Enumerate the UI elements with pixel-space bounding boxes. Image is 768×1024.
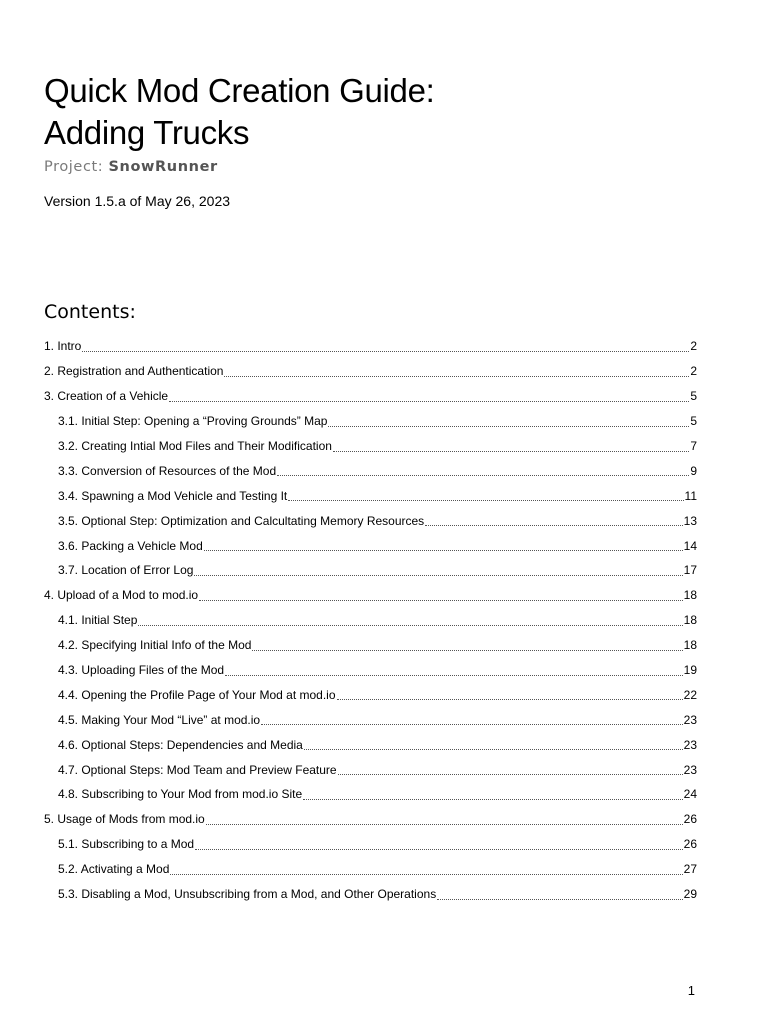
toc-dot-leader bbox=[194, 561, 682, 576]
toc-entry[interactable] bbox=[44, 633, 697, 658]
toc-dot-leader bbox=[82, 337, 689, 352]
toc-entry-label: 3.7. Location of Error Log bbox=[58, 563, 194, 578]
toc-dot-leader bbox=[225, 661, 683, 676]
toc-dot-leader bbox=[261, 710, 683, 725]
project-label: Project: bbox=[44, 159, 104, 175]
toc-entry[interactable] bbox=[44, 608, 697, 633]
toc-entry-label: 4.5. Making Your Mod “Live” at mod.io bbox=[58, 712, 261, 727]
toc-dot-leader bbox=[277, 461, 689, 476]
toc-entry[interactable] bbox=[44, 558, 697, 583]
toc-dot-leader bbox=[199, 586, 683, 601]
toc-entry-page: 11 bbox=[684, 488, 697, 503]
toc-entry-label: 3.3. Conversion of Resources of the Mod bbox=[58, 463, 277, 478]
project-line bbox=[44, 159, 218, 175]
toc-dot-leader bbox=[337, 685, 683, 700]
toc-entry[interactable] bbox=[44, 334, 697, 359]
document-title-line-1: Quick Mod Creation Guide: bbox=[44, 72, 435, 109]
toc-entry-page: 23 bbox=[683, 712, 697, 727]
toc-entry-label: 5.3. Disabling a Mod, Unsubscribing from a Mod, and Other Operations bbox=[58, 887, 437, 902]
toc-dot-leader bbox=[224, 362, 689, 377]
toc-entry-page: 2 bbox=[690, 339, 697, 354]
toc-entry-label: 2. Registration and Authentication bbox=[44, 364, 224, 379]
toc-entry[interactable] bbox=[44, 483, 697, 508]
toc-entry[interactable] bbox=[44, 409, 697, 434]
toc-entry[interactable] bbox=[44, 359, 697, 384]
toc-entry-label: 4.8. Subscribing to Your Mod from mod.io Site bbox=[58, 787, 303, 802]
toc-dot-leader bbox=[303, 785, 683, 800]
toc-entry-label: 4.3. Uploading Files of the Mod bbox=[58, 663, 225, 678]
contents-heading: Contents: bbox=[44, 301, 136, 323]
toc-entry[interactable] bbox=[44, 658, 697, 683]
toc-entry-label: 4.7. Optional Steps: Mod Team and Preview Feature bbox=[58, 762, 337, 777]
toc-dot-leader bbox=[204, 536, 683, 551]
toc-dot-leader bbox=[304, 735, 683, 750]
toc-entry-label: 4.4. Opening the Profile Page of Your Mod at mod.io bbox=[58, 687, 336, 702]
toc-entry-page: 26 bbox=[683, 837, 697, 852]
toc-entry-page: 22 bbox=[683, 687, 697, 702]
toc-entry-label: 1. Intro bbox=[44, 339, 82, 354]
toc-entry[interactable] bbox=[44, 508, 697, 533]
toc-entry-page: 14 bbox=[683, 538, 697, 553]
toc-entry-label: 5. Usage of Mods from mod.io bbox=[44, 812, 205, 827]
toc-entry-page: 7 bbox=[690, 439, 697, 453]
toc-entry[interactable] bbox=[44, 857, 697, 882]
toc-entry-page: 23 bbox=[683, 762, 697, 777]
toc-entry-page: 26 bbox=[683, 812, 697, 827]
toc-dot-leader bbox=[169, 387, 689, 402]
toc-entry-label: 4.1. Initial Step bbox=[58, 613, 138, 628]
toc-dot-leader bbox=[338, 760, 683, 775]
toc-entry-label: 3.6. Packing a Vehicle Mod bbox=[58, 538, 203, 553]
toc-entry-label: 4.6. Optional Steps: Dependencies and Media bbox=[58, 737, 303, 752]
toc-entry-page: 23 bbox=[683, 737, 697, 752]
toc-entry-label: 5.2. Activating a Mod bbox=[58, 862, 170, 877]
toc-entry-page: 5 bbox=[690, 389, 697, 404]
toc-entry-label: 3.1. Initial Step: Opening a “Proving Grounds” Map bbox=[58, 414, 328, 429]
page-number: 1 bbox=[687, 983, 695, 998]
toc-entry-page: 2 bbox=[690, 364, 697, 379]
toc-entry-label: 3.2. Creating Intial Mod Files and Their Modification bbox=[58, 439, 332, 453]
toc-entry-page: 29 bbox=[683, 887, 697, 902]
toc-entry[interactable] bbox=[44, 682, 697, 707]
toc-dot-leader bbox=[252, 636, 682, 651]
toc-entry-label: 5.1. Subscribing to a Mod bbox=[58, 837, 195, 852]
toc-dot-leader bbox=[333, 437, 689, 452]
toc-dot-leader bbox=[206, 810, 683, 825]
toc-entry-label: 3. Creation of a Vehicle bbox=[44, 389, 169, 404]
document-title-line-2: Adding Trucks bbox=[44, 114, 250, 151]
toc-entry[interactable] bbox=[44, 882, 697, 907]
toc-dot-leader bbox=[425, 511, 682, 526]
toc-entry[interactable] bbox=[44, 782, 697, 807]
toc-entry[interactable] bbox=[44, 807, 697, 832]
toc-entry-page: 13 bbox=[683, 513, 697, 528]
toc-dot-leader bbox=[328, 412, 689, 427]
toc-entry-page: 24 bbox=[683, 787, 697, 802]
toc-entry-page: 18 bbox=[683, 588, 697, 603]
toc-entry-page: 5 bbox=[690, 414, 697, 429]
toc-dot-leader bbox=[437, 885, 682, 900]
toc-entry[interactable] bbox=[44, 707, 697, 732]
toc-dot-leader bbox=[170, 860, 682, 875]
toc-entry-page: 18 bbox=[683, 638, 697, 653]
toc-entry-page: 27 bbox=[683, 862, 697, 877]
toc-dot-leader bbox=[288, 486, 683, 501]
toc-entry-page: 19 bbox=[683, 663, 697, 678]
toc-entry-page: 18 bbox=[683, 613, 697, 628]
toc-entry-label: 4.2. Specifying Initial Info of the Mod bbox=[58, 638, 252, 653]
toc-dot-leader bbox=[195, 835, 683, 850]
toc-dot-leader bbox=[138, 611, 682, 626]
version-line: Version 1.5.a of May 26, 2023 bbox=[44, 193, 231, 209]
document-title bbox=[44, 70, 704, 154]
toc-entry[interactable] bbox=[44, 732, 697, 757]
toc-entry-label: 4. Upload of a Mod to mod.io bbox=[44, 588, 199, 603]
toc-entry[interactable] bbox=[44, 434, 697, 459]
toc-entry[interactable] bbox=[44, 384, 697, 409]
table-of-contents bbox=[44, 334, 697, 906]
toc-entry-page: 17 bbox=[683, 563, 697, 578]
toc-entry[interactable] bbox=[44, 458, 697, 483]
project-name: SnowRunner bbox=[108, 159, 218, 175]
toc-entry[interactable] bbox=[44, 757, 697, 782]
toc-entry-page: 9 bbox=[690, 463, 697, 478]
toc-entry-label: 3.5. Optional Step: Optimization and Calcultating Memory Resources bbox=[58, 513, 425, 528]
toc-entry[interactable] bbox=[44, 533, 697, 558]
toc-entry-label: 3.4. Spawning a Mod Vehicle and Testing It bbox=[58, 488, 288, 503]
toc-entry[interactable] bbox=[44, 583, 697, 608]
toc-entry[interactable] bbox=[44, 832, 697, 857]
